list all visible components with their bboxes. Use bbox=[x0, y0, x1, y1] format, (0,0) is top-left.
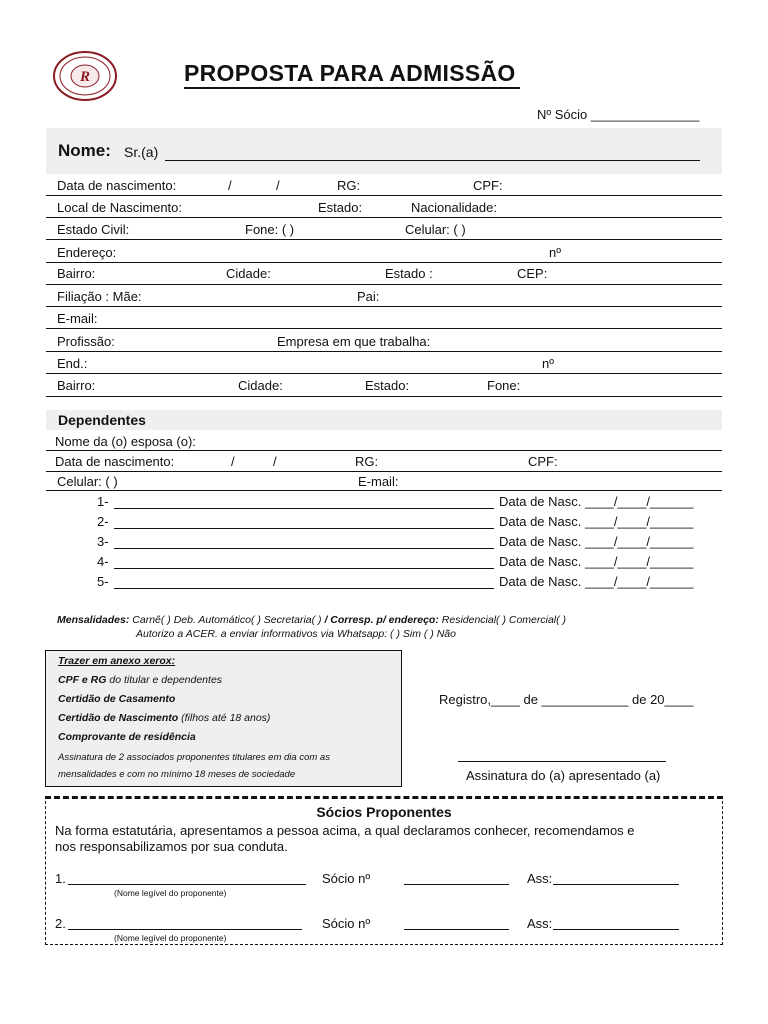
numero-label: nº bbox=[549, 245, 561, 260]
child-number: 4- bbox=[97, 554, 109, 569]
bairro-label: Bairro: bbox=[57, 266, 96, 281]
cidade-label: Cidade: bbox=[238, 378, 283, 393]
row-divider bbox=[46, 351, 722, 352]
proponente-name-line[interactable] bbox=[68, 884, 306, 885]
child-name-line[interactable] bbox=[114, 548, 494, 549]
row-divider bbox=[46, 306, 722, 307]
row-divider bbox=[46, 217, 722, 218]
rg-label: RG: bbox=[337, 178, 361, 193]
row-divider bbox=[46, 328, 722, 329]
cep-label: CEP: bbox=[517, 266, 548, 281]
email-label: E-mail: bbox=[57, 311, 98, 326]
nome-label: Nome: bbox=[58, 141, 111, 160]
proponentes-title: Sócios Proponentes bbox=[316, 804, 452, 820]
annex-title: Trazer em anexo xerox: bbox=[58, 655, 176, 667]
socio-no-line[interactable] bbox=[404, 929, 509, 930]
child-birth-date[interactable]: Data de Nasc. ____/____/______ bbox=[499, 494, 694, 509]
child-name-line[interactable] bbox=[114, 588, 494, 589]
fone-label: Fone: ( ) bbox=[245, 222, 295, 237]
mensalidades-block bbox=[57, 613, 566, 641]
dependentes-title: Dependentes bbox=[58, 412, 146, 428]
proponente-name-hint: (Nome legível do proponente) bbox=[114, 933, 227, 943]
endereco-label: Endereço: bbox=[57, 245, 117, 260]
child-name-line[interactable] bbox=[114, 568, 494, 569]
proponentes-text-line2: nos responsabilizamos por sua conduta. bbox=[55, 839, 288, 854]
dependentes-section bbox=[46, 410, 722, 430]
row-divider bbox=[46, 373, 722, 374]
ass-line[interactable] bbox=[553, 884, 679, 885]
estado-label: Estado: bbox=[318, 200, 363, 215]
annex-residencia: Comprovante de residência bbox=[58, 731, 196, 743]
annex-casamento: Certidão de Casamento bbox=[58, 693, 176, 705]
annex-cpf-rg-detail: do titular e dependentes bbox=[109, 674, 223, 686]
row-divider bbox=[46, 239, 722, 240]
corresp-label: / Corresp. p/ endereço: bbox=[324, 614, 439, 626]
socio-no-label: Sócio nº bbox=[322, 916, 371, 931]
row-divider bbox=[46, 284, 722, 285]
child-birth-date[interactable]: Data de Nasc. ____/____/______ bbox=[499, 514, 694, 529]
date-slash: / bbox=[276, 178, 280, 193]
end-label: End.: bbox=[57, 356, 88, 371]
row-divider bbox=[46, 471, 722, 472]
row-divider bbox=[46, 262, 722, 263]
local-nasc-label: Local de Nascimento: bbox=[57, 200, 183, 215]
dep-celular-label: Celular: ( ) bbox=[57, 474, 118, 489]
child-number: 3- bbox=[97, 534, 109, 549]
pai-label: Pai: bbox=[357, 289, 380, 304]
socio-no-label: Sócio nº bbox=[322, 871, 371, 886]
signature-line[interactable] bbox=[458, 761, 666, 762]
ass-label: Ass: bbox=[527, 916, 553, 931]
nacionalidade-label: Nacionalidade: bbox=[411, 200, 498, 215]
logo-letter: R bbox=[79, 69, 91, 85]
proponentes-box bbox=[45, 796, 723, 945]
esposa-label: Nome da (o) esposa (o): bbox=[55, 434, 196, 449]
profissao-label: Profissão: bbox=[57, 334, 115, 349]
mensalidades-label: Mensalidades: bbox=[57, 614, 130, 626]
proponente-number: 2. bbox=[55, 916, 66, 931]
payment-options[interactable]: Carnê( ) Deb. Automático( ) Secretaria( ) bbox=[132, 614, 322, 626]
proponentes-text-line1: Na forma estatutária, apresentamos a pessoa acima, a qual declaramos conhecer, recomendamos e bbox=[55, 823, 635, 838]
celular-label: Celular: ( ) bbox=[405, 222, 466, 237]
annex-nascimento: Certidão de Nascimento bbox=[58, 712, 179, 724]
bairro-label: Bairro: bbox=[57, 378, 96, 393]
estado-label: Estado : bbox=[385, 266, 433, 281]
corresp-options[interactable]: Residencial( ) Comercial( ) bbox=[441, 614, 567, 626]
dep-data-nasc-label: Data de nascimento: bbox=[55, 454, 175, 469]
row-divider bbox=[46, 490, 722, 491]
registro-date[interactable]: Registro,____ de ____________ de 20____ bbox=[439, 692, 694, 707]
child-name-line[interactable] bbox=[114, 508, 494, 509]
child-number: 5- bbox=[97, 574, 109, 589]
ass-line[interactable] bbox=[553, 929, 679, 930]
child-birth-date[interactable]: Data de Nasc. ____/____/______ bbox=[499, 534, 694, 549]
estado-label: Estado: bbox=[365, 378, 410, 393]
whatsapp-consent[interactable]: Autorizo a ACER. a enviar informativos via Whatsapp: ( ) Sim ( ) Não bbox=[136, 628, 456, 640]
row-divider bbox=[46, 450, 722, 451]
annex-box bbox=[45, 650, 402, 787]
annex-nascimento-detail: (filhos até 18 anos) bbox=[181, 712, 271, 724]
child-name-line[interactable] bbox=[114, 528, 494, 529]
fone-label: Fone: bbox=[487, 378, 521, 393]
dep-rg-label: RG: bbox=[355, 454, 379, 469]
row-divider bbox=[46, 396, 722, 397]
child-number: 1- bbox=[97, 494, 109, 509]
numero-label: nº bbox=[542, 356, 554, 371]
child-birth-date[interactable]: Data de Nasc. ____/____/______ bbox=[499, 574, 694, 589]
proponente-name-hint: (Nome legível do proponente) bbox=[114, 888, 227, 898]
row-divider bbox=[46, 195, 722, 196]
signature-label: Assinatura do (a) apresentado (a) bbox=[466, 768, 661, 783]
empresa-label: Empresa em que trabalha: bbox=[277, 334, 431, 349]
date-slash: / bbox=[273, 454, 277, 469]
data-nasc-label: Data de nascimento: bbox=[57, 178, 177, 193]
dep-cpf-label: CPF: bbox=[528, 454, 558, 469]
cidade-label: Cidade: bbox=[226, 266, 271, 281]
annex-assinatura-line2: mensalidades e com no mínimo 18 meses de sociedade bbox=[58, 769, 296, 780]
nome-prefix: Sr.(a) bbox=[124, 144, 159, 160]
socio-no-line[interactable] bbox=[404, 884, 509, 885]
proponente-number: 1. bbox=[55, 871, 66, 886]
ass-label: Ass: bbox=[527, 871, 553, 886]
annex-assinatura-line1: Assinatura de 2 associados proponentes titulares em dia com as bbox=[58, 752, 330, 763]
child-birth-date[interactable]: Data de Nasc. ____/____/______ bbox=[499, 554, 694, 569]
socio-number-field[interactable]: Nº Sócio _______________ bbox=[537, 107, 700, 122]
annex-cpf-rg: CPF e RG bbox=[58, 674, 107, 686]
cpf-label: CPF: bbox=[473, 178, 503, 193]
page-title: PROPOSTA PARA ADMISSÃO bbox=[184, 60, 520, 89]
date-slash: / bbox=[228, 178, 232, 193]
nome-input-line[interactable] bbox=[165, 160, 700, 161]
dep-email-label: E-mail: bbox=[358, 474, 399, 489]
child-number: 2- bbox=[97, 514, 109, 529]
club-logo bbox=[52, 50, 118, 102]
estado-civil-label: Estado Civil: bbox=[57, 222, 130, 237]
proponente-name-line[interactable] bbox=[68, 929, 302, 930]
filiacao-label: Filiação : Mãe: bbox=[57, 289, 142, 304]
date-slash: / bbox=[231, 454, 235, 469]
